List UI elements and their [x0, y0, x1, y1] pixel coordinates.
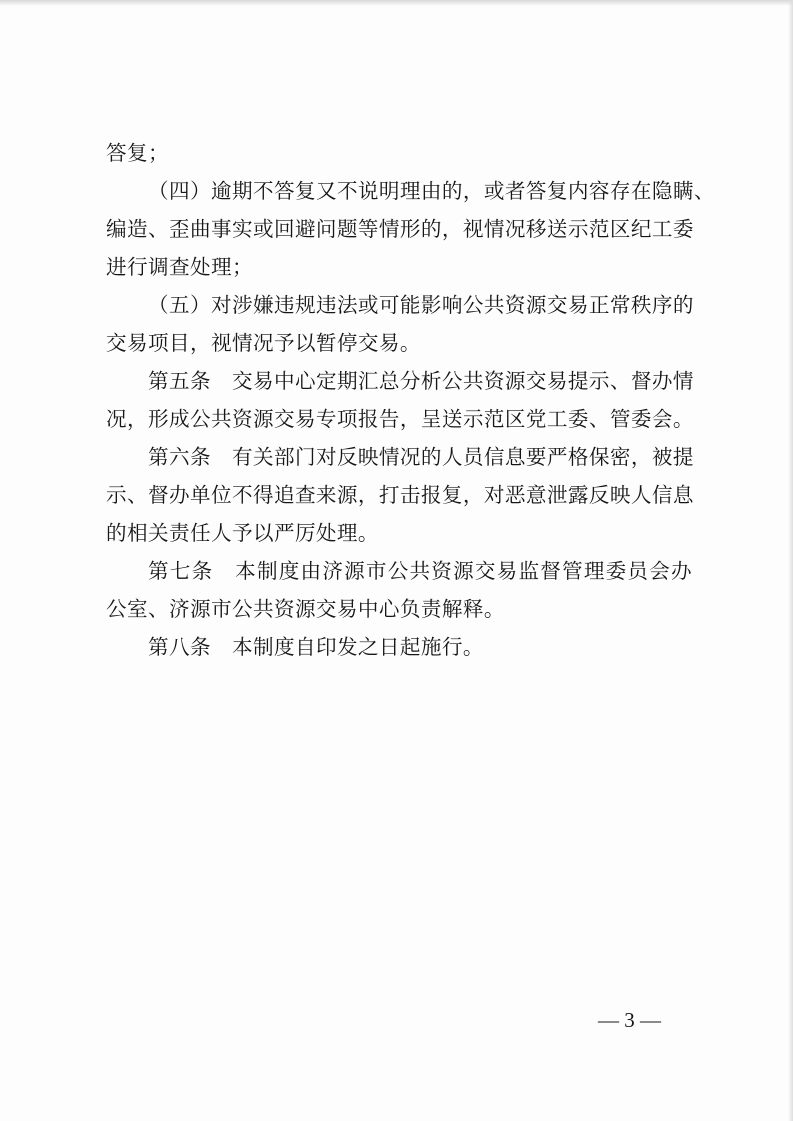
scan-edge-top: [0, 0, 793, 6]
text-line: （五）对涉嫌违规违法或可能影响公共资源交易正常秩序的: [148, 293, 694, 317]
text-line: 进行调查处理；: [106, 255, 253, 279]
text-line: 交易项目，视情况予以暂停交易。: [106, 331, 421, 355]
text-line: 况，形成公共资源交易专项报告，呈送示范区党工委、管委会。: [106, 407, 694, 431]
text-line: （四）逾期不答复又不说明理由的，或者答复内容存在隐瞒、: [148, 179, 715, 203]
text-line: 编造、歪曲事实或回避问题等情形的，视情况移送示范区纪工委: [106, 217, 694, 241]
text-line: 答复；: [106, 141, 169, 165]
text-line: 的相关责任人予以严厉处理。: [106, 521, 379, 545]
scan-edge-right: [788, 0, 793, 1121]
text-line: 示、督办单位不得追查来源，打击报复，对恶意泄露反映人信息: [106, 483, 694, 507]
text-line: 第八条 本制度自印发之日起施行。: [148, 635, 484, 659]
text-line: 第七条 本制度由济源市公共资源交易监督管理委员会办: [148, 559, 692, 583]
text-line: 第五条 交易中心定期汇总分析公共资源交易提示、督办情: [148, 369, 694, 393]
text-line: 第六条 有关部门对反映情况的人员信息要严格保密，被提: [148, 445, 694, 469]
text-line: 公室、济源市公共资源交易中心负责解释。: [106, 597, 505, 621]
document-body: [106, 134, 715, 666]
page-number: — 3 —: [598, 1008, 661, 1032]
